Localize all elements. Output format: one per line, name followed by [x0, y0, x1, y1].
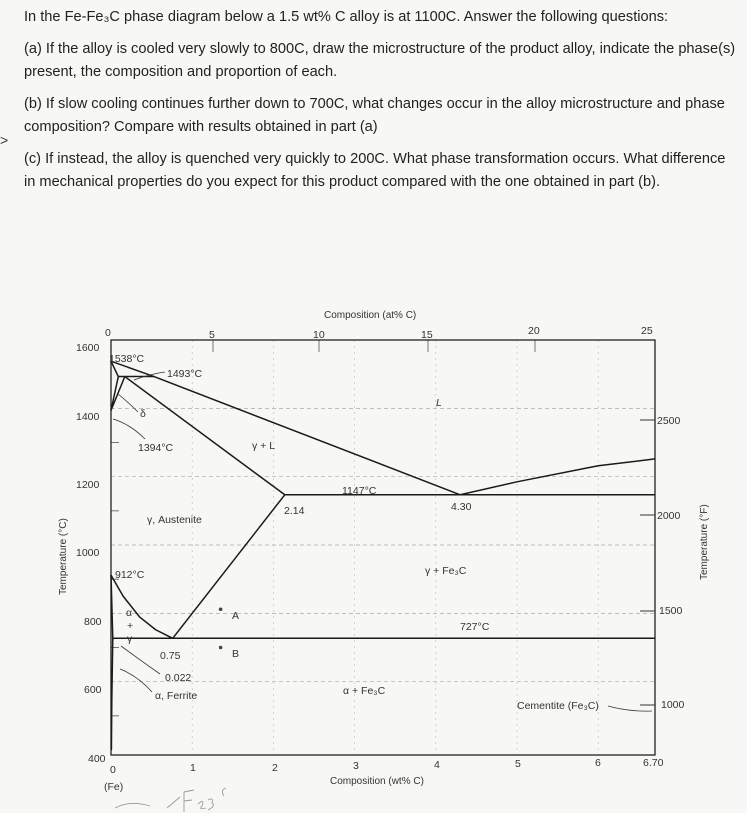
question-part-c: [24, 148, 740, 195]
bottom-tick: 6: [595, 757, 601, 769]
label-1493: 1493°C: [167, 368, 203, 380]
label-point-b: B: [232, 648, 240, 660]
part-a-text: (a) If the alloy is cooled very slowly to 800C, draw the microstructure of the product alloy, indicate the phase(s) present, the composition and proportion of each.: [24, 40, 736, 80]
boundary-a3: [111, 575, 173, 638]
bottom-tick: 3: [353, 760, 359, 772]
right-tick: 1000: [661, 699, 685, 711]
bottom-tick: 1: [190, 762, 196, 774]
left-tick: 1400: [76, 411, 100, 423]
top-tick: 0: [105, 327, 111, 339]
label-alpha-fe3c: α + Fe₃C: [343, 685, 386, 697]
label-austenite: γ, Austenite: [147, 514, 202, 526]
top-tick: 5: [209, 329, 215, 341]
left-tick: 400: [88, 753, 106, 765]
point-a-marker: [219, 607, 223, 611]
label-gamma-fe3c: γ + Fe₃C: [425, 565, 467, 577]
bottom-tick: 0: [110, 764, 116, 776]
label-alpha-gamma: γ: [127, 633, 133, 645]
question-part-b: [24, 93, 740, 140]
fe-label: (Fe): [104, 781, 124, 793]
label-alpha-gamma: α: [126, 607, 133, 619]
label-alpha-gamma: +: [127, 620, 134, 632]
right-tick: 2000: [657, 510, 681, 522]
top-axis-label: Composition (at% C): [324, 310, 417, 321]
top-tick: 15: [421, 329, 433, 341]
label-ferrite: α, Ferrite: [155, 690, 198, 702]
label-2-14: 2.14: [284, 505, 305, 517]
boundary-liquidus: [111, 361, 460, 495]
right-tick: 2500: [657, 415, 681, 427]
arrow-cementite: [608, 706, 652, 711]
bottom-axis-label: Composition (wt% C): [330, 776, 424, 787]
label-1394: 1394°C: [138, 442, 174, 454]
bottom-tick: 4: [434, 759, 440, 771]
label-912: 912°C: [115, 569, 145, 581]
bottom-tick: 5: [515, 758, 521, 770]
left-tick: 600: [84, 684, 102, 696]
label-0-022: 0.022: [165, 672, 192, 684]
label-gamma-liquid: γ + L: [252, 440, 276, 452]
alloy-points: [219, 607, 223, 649]
arrow-ferrite: [120, 669, 152, 692]
right-axis-ticks: [640, 420, 655, 705]
part-c-text: (c) If instead, the alloy is quenched very quickly to 200C. What phase transformation occurs. What difference in mechanical properties do you expect for this product compared with the one obtained in part (b).: [24, 150, 726, 190]
label-1147: 1147°C: [342, 485, 377, 497]
arrow-delta: [118, 394, 138, 412]
intro-text: In the Fe-Fe₃C phase diagram below a 1.5 wt% C alloy is at 1100C. Answer the following questions:: [24, 9, 669, 25]
left-tick: 800: [84, 616, 102, 628]
point-b-marker: [219, 646, 223, 650]
label-4-30: 4.30: [451, 501, 472, 513]
left-tick: 1600: [76, 342, 100, 354]
left-tick: 1200: [76, 479, 100, 491]
right-axis-label: Temperature (°F): [699, 504, 710, 580]
boundary-solidus-gamma: [125, 377, 285, 495]
bottom-tick: 2: [272, 762, 278, 774]
label-point-a: A: [232, 610, 240, 622]
label-delta: δ: [140, 408, 146, 420]
question-intro: [24, 6, 740, 30]
top-tick: 25: [641, 325, 653, 337]
top-tick: 10: [313, 329, 325, 341]
label-0-75: 0.75: [160, 650, 181, 662]
arrow-0-022: [121, 646, 160, 674]
arrow-1394: [113, 419, 145, 439]
top-tick: 20: [528, 325, 540, 337]
questions: [24, 6, 740, 203]
handwritten-fe3c-annotation: [115, 788, 226, 812]
part-b-text: (b) If slow cooling continues further down to 700C, what changes occur in the alloy microstructure and phase composition? Compare with results obtained in part (a): [24, 95, 725, 135]
question-part-a: [24, 38, 740, 85]
left-tick: 1000: [76, 547, 100, 559]
left-axis-label: Temperature (°C): [58, 518, 69, 595]
bottom-tick: 6.70: [643, 757, 664, 769]
label-727: 727°C: [460, 621, 490, 633]
margin-mark: >: [0, 132, 9, 148]
label-liquid: L: [436, 397, 442, 409]
label-cementite: Cementite (Fe₃C): [517, 700, 599, 712]
label-1538: 1538°C: [109, 353, 145, 365]
right-tick: 1500: [659, 605, 683, 617]
